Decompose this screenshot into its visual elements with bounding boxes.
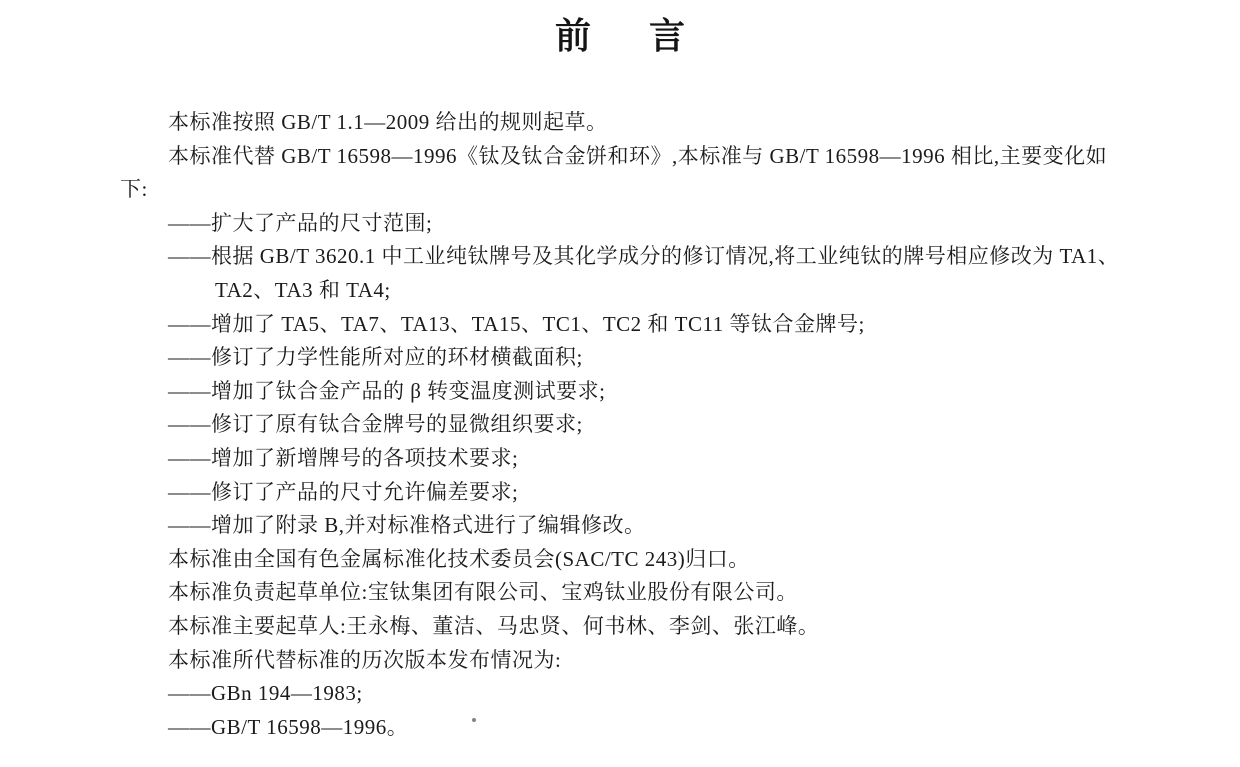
history-item-gbn194: ——GBn 194—1983;	[168, 681, 363, 706]
scan-artifact-dot	[472, 718, 476, 722]
change-item-tolerance: ——修订了产品的尺寸允许偏差要求;	[168, 479, 519, 504]
change-item-microstructure: ——修订了原有钛合金牌号的显微组织要求;	[168, 412, 583, 437]
paragraph-committee: 本标准由全国有色金属标准化技术委员会(SAC/TC 243)归口。	[168, 546, 750, 571]
change-item-beta-temp: ——增加了钛合金产品的 β 转变温度测试要求;	[168, 378, 606, 403]
paragraph-drafters: 本标准主要起草人:王永梅、董洁、马忠贤、何书林、李剑、张江峰。	[168, 613, 820, 638]
paragraph-replacement: 本标准代替 GB/T 16598—1996《钛及钛合金饼和环》,本标准与 GB/T 16598—1996 相比,主要变化如下:	[120, 143, 1108, 202]
history-item-gbt16598: ——GB/T 16598—1996。	[168, 714, 409, 739]
change-item-grade-rename: ——根据 GB/T 3620.1 中工业纯钛牌号及其化学成分的修订情况,将工业纯钛的牌号相应修改为 TA1、TA2、TA3 和 TA4;	[168, 244, 1120, 302]
paragraph-history-intro: 本标准所代替标准的历次版本发布情况为:	[168, 647, 562, 672]
change-item-size-range: ——扩大了产品的尺寸范围;	[168, 210, 433, 235]
paragraph-scope: 本标准按照 GB/T 1.1—2009 给出的规则起草。	[168, 110, 608, 134]
paragraph-drafting-units: 本标准负责起草单位:宝钛集团有限公司、宝鸡钛业股份有限公司。	[168, 580, 798, 605]
change-item-new-grades: ——增加了 TA5、TA7、TA13、TA15、TC1、TC2 和 TC11 等钛合金牌号;	[168, 311, 865, 336]
page-title-char-1: 前	[554, 15, 591, 56]
change-item-appendix-b: ——增加了附录 B,并对标准格式进行了编辑修改。	[168, 513, 646, 538]
document-page	[0, 14, 1240, 767]
change-item-tech-reqs: ——增加了新增牌号的各项技术要求;	[168, 445, 519, 470]
preface-body	[120, 106, 1122, 744]
page-title-char-2: 言	[649, 15, 686, 56]
page-title	[0, 14, 1240, 58]
change-item-cross-section: ——修订了力学性能所对应的环材横截面积;	[168, 345, 583, 370]
